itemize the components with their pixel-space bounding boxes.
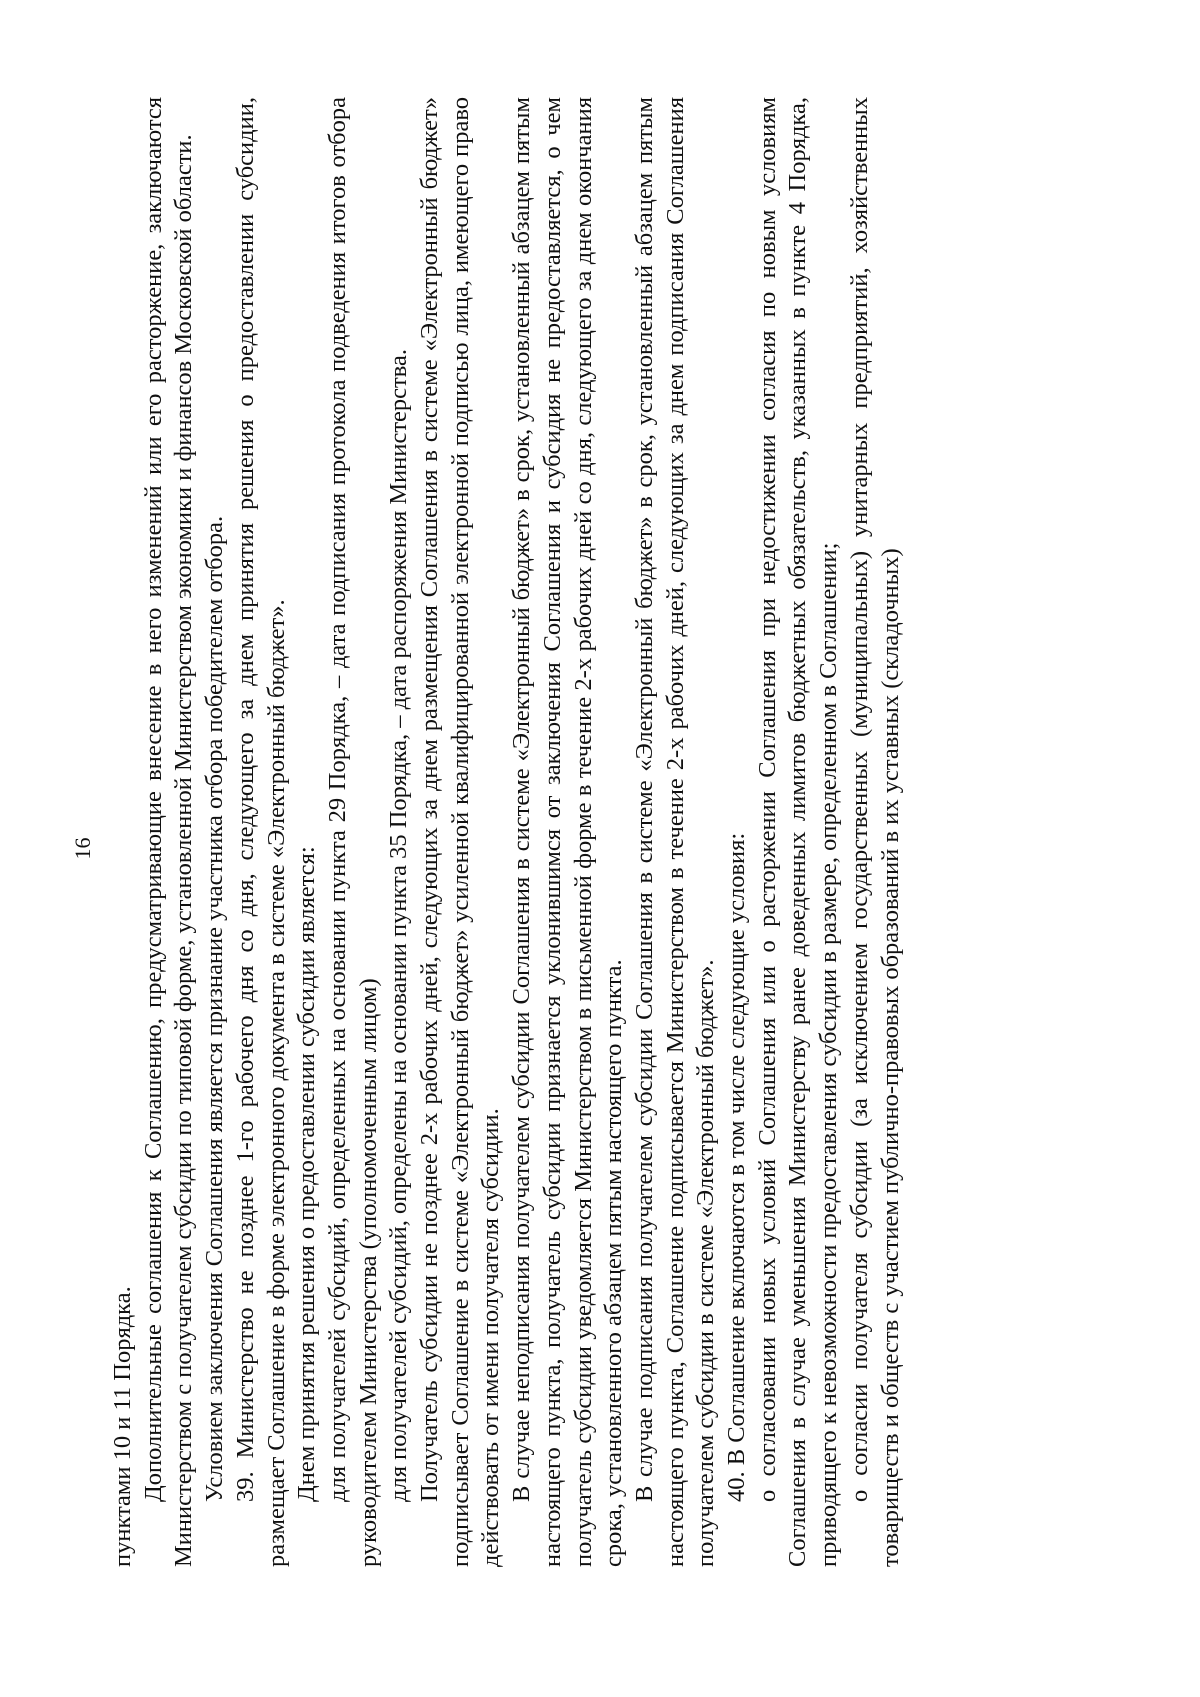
paragraph: о согласовании новых условий Соглашения или о расторжении Соглашения при недостижении согласия по новым условиям Соглашения в случае уменьшения Министерству ранее доведенных лимитов бюджетных обязательств, указанных в пункте 4 Порядка, приводящего к невозможности предоставления субсидии в размере, определенном в Соглашении; — [753, 97, 843, 1567]
paragraph: Получатель субсидии не позднее 2-х рабочих дней, следующих за днем размещения Соглашения в системе «Электронный бюджет» подписывает Соглашение в системе «Электронный бюджет» усиленной квалифицированной электронной подписью лица, имеющего право действовать от имени получателя субсидии. — [416, 97, 505, 1567]
paragraph: Дополнительные соглашения к Соглашению, предусматривающие внесение в него изменений или его расторжение, заключаются Министерством с получателем субсидии по типовой форме, установленной Министерством экономики и финансов Московской области. — [139, 97, 198, 1567]
page-number: 16 — [70, 837, 95, 860]
paragraph: для получателей субсидий, определенных на основании пункта 29 Порядка, – дата подписания протокола подведения итогов отбора руководителем Министерства (уполномоченным лицом) — [323, 97, 382, 1567]
paragraph: В случае подписания получателем субсидии Соглашения в системе «Электронный бюджет» в срок, установленный абзацем пятым настоящего пункта, Соглашение подписывается Министерством в течение 2-х рабочих дней, следующих за днем подписания Соглашения получателем субсидии в системе «Электронный бюджет». — [630, 97, 720, 1567]
paragraph: Днем принятия решения о предоставлении субсидии является: — [293, 846, 321, 1502]
document-body — [108, 97, 906, 1567]
paragraph-point-40: 40. В Соглашение включаются в том числе следующие условия: — [723, 832, 751, 1502]
paragraph: пунктами 10 и 11 Порядка. — [109, 1286, 136, 1567]
paragraph: о согласии получателя субсидии (за исключением государственных (муниципальных) унитарных предприятий, хозяйственных товариществ и обществ с участием публично-правовых образований в их уставных (складочных) — [845, 97, 904, 1567]
paragraph: В случае неподписания получателем субсидии Соглашения в системе «Электронный бюджет» в срок, установленный абзацем пятым настоящего пункта, получатель субсидии признается уклонившимся от заключения Соглашения и субсидия не предоставляется, о чем получатель субсидии уведомляется Министерством в письменной форме в течение 2-х рабочих дней со дня, следующего за днем окончания срока, установленного абзацем пятым настоящего пункта. — [508, 97, 628, 1567]
paragraph-point-39: 39. Министерство не позднее 1-го рабочего дня со дня, следующего за днем принятия решения о предоставлении субсидии, размещает Соглашение в форме электронного документа в системе «Электронный бюджет». — [231, 97, 290, 1567]
paragraph: для получателей субсидий, определены на основании пункта 35 Порядка, – дата распоряжения Министерства. — [385, 348, 413, 1502]
paragraph: Условием заключения Соглашения является признание участника отбора победителем отбора. — [201, 515, 229, 1502]
